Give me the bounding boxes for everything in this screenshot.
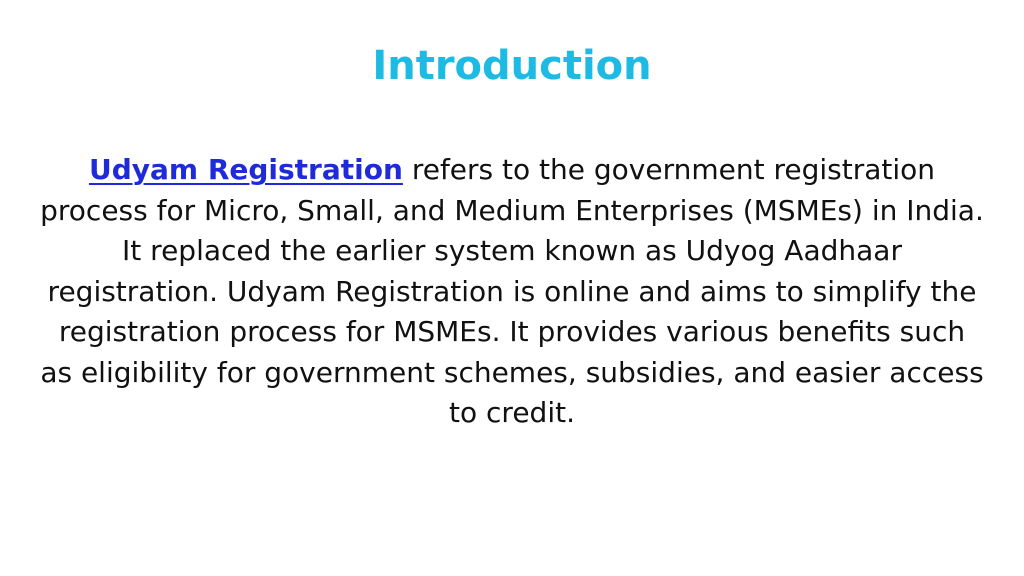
intro-paragraph [40, 150, 984, 434]
intro-paragraph-text: refers to the government registration process for Micro, Small, and Medium Enterprises (MSMEs) in India. It replaced the earlier system known as Udyog Aadhaar registration. Udyam Registration is online and aims to simplify the registration process for MSMEs. It provides various benefits such as eligibility for government schemes, subsidies, and easier access to credit. [40, 153, 984, 429]
udyam-registration-link[interactable]: Udyam Registration [88, 153, 403, 186]
slide-title: Introduction [372, 43, 652, 89]
